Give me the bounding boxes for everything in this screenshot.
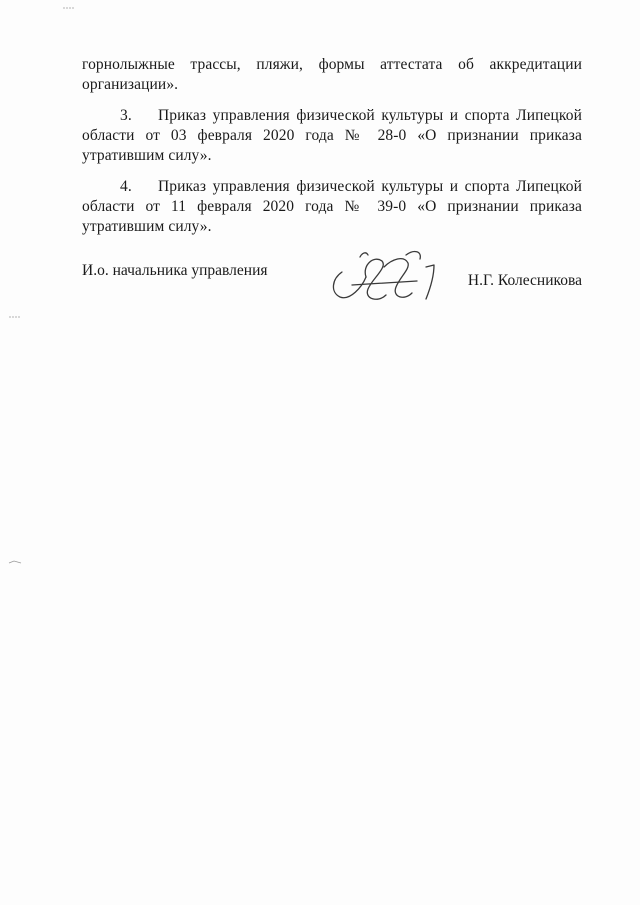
signatory-name: Н.Г. Колесникова: [467, 272, 582, 289]
scan-artifact: [62, 6, 76, 10]
list-item-text: Приказ управления физической культуры и спорта Липецкой области от 03 февраля 2020 года № 28-0 «О признании приказа утратившим силу».: [82, 107, 582, 164]
list-item-number: 3.: [120, 107, 132, 124]
list-item-3: [82, 106, 582, 166]
signatory-title: И.о. начальника управления: [82, 262, 268, 279]
scan-artifact: [8, 560, 22, 564]
document-body: [82, 55, 582, 248]
list-item-4: [82, 177, 582, 237]
list-item-number: 4.: [120, 178, 132, 195]
continuation-paragraph: горнолыжные трассы, пляжи, формы аттестата об аккредитации организации».: [82, 56, 582, 93]
scan-artifact: [8, 315, 22, 319]
list-item-text: Приказ управления физической культуры и спорта Липецкой области от 11 февраля 2020 года № 39-0 «О признании приказа утратившим силу».: [82, 178, 582, 235]
handwritten-signature: [322, 237, 452, 317]
signature-block: [82, 262, 582, 322]
